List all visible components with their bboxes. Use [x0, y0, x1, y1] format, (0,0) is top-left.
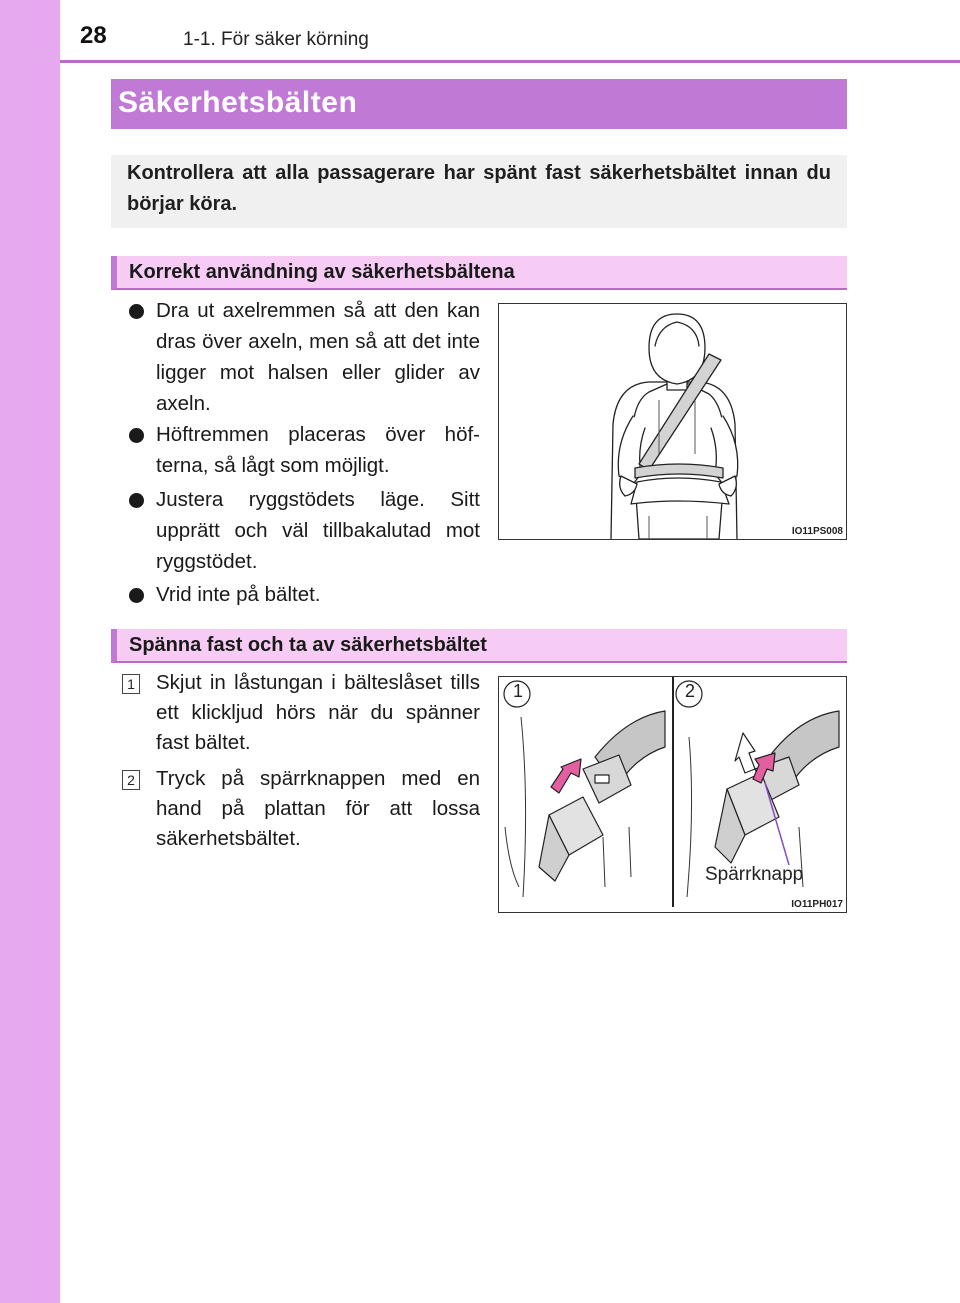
- buckle-figure: [498, 676, 847, 913]
- intro-text: Kontrollera att alla passagerare har spänt fast säkerhetsbältet innan du börjar köra.: [127, 162, 831, 215]
- bullet-dot-icon: [129, 428, 144, 443]
- release-button-label: Spärrknapp: [705, 864, 804, 885]
- figure-code: IO11PH017: [791, 899, 843, 910]
- step-item: 2 Tryck på spärrknappen med en hand på plattan för att lossa säkerhetsbältet.: [122, 764, 480, 854]
- bullet-dot-icon: [129, 588, 144, 603]
- bullet-dot-icon: [129, 304, 144, 319]
- step-number: 2: [122, 770, 140, 790]
- section-heading-fasten: Spänna fast och ta av säkerhetsbältet: [129, 634, 487, 656]
- figure-code: IO11PS008: [791, 526, 843, 537]
- seated-person-illustration: [499, 304, 846, 539]
- bullet-item: Justera ryggstödets läge. Sitt upprätt och väl tillbakalutad mot ryggstödet.: [128, 484, 480, 577]
- panel-number: 2: [684, 681, 695, 701]
- page-number: 28: [80, 22, 107, 49]
- panel-number: 1: [512, 681, 523, 701]
- bullet-dot-icon: [129, 493, 144, 508]
- section-heading-usage: Korrekt användning av säkerhetsbältena: [129, 261, 515, 283]
- bullet-item: Vrid inte på bältet.: [128, 579, 480, 610]
- bullet-item: Höftremmen placeras över höf-terna, så lågt som möjligt.: [128, 419, 480, 481]
- running-header: 1-1. För säker körning: [183, 29, 369, 50]
- header-rule: [60, 60, 960, 63]
- page-title: Säkerhetsbälten: [118, 86, 358, 119]
- step-item: 1 Skjut in låstungan i bälteslåset tills ett klickljud hörs när du spänner fast bältet.: [122, 668, 480, 758]
- step-number: 1: [122, 674, 140, 694]
- bullet-item: Dra ut axelremmen så att den kan dras över axeln, men så att det inte ligger mot halsen eller glider av axeln.: [128, 295, 480, 419]
- seated-occupant-figure: [498, 303, 847, 540]
- side-color-bar: [0, 0, 60, 1303]
